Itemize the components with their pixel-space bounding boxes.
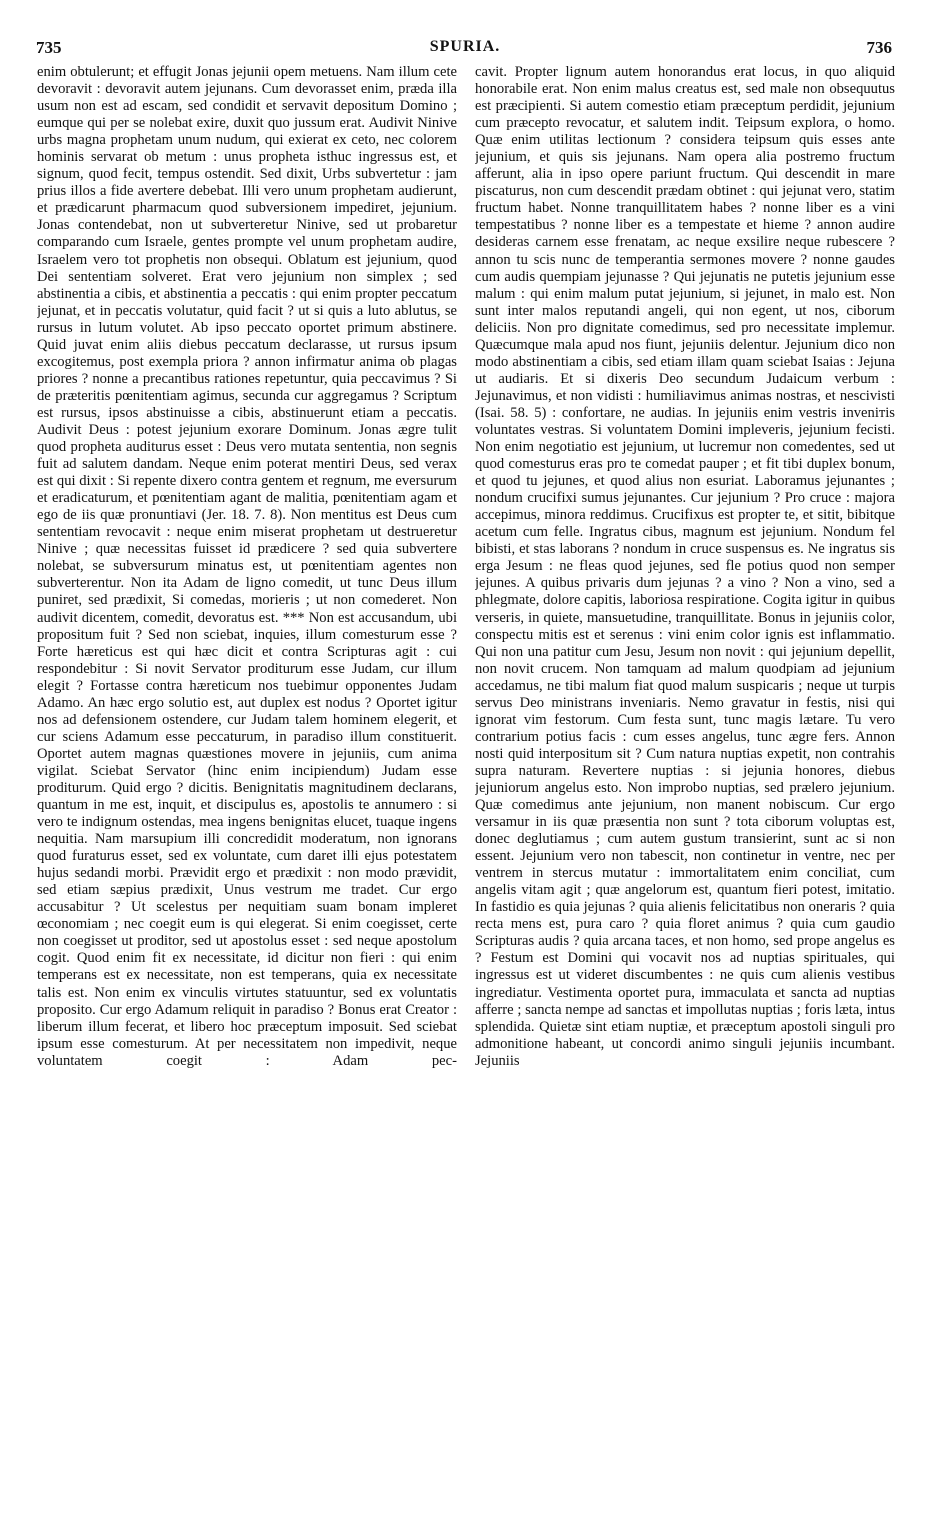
column-text: enim obtulerunt; et effugit Jonas jejunii opem metuens. Nam illum cete devoravit : devoravit autem jejunans. Cum devorasset enim, præda illa usum non est ad escam, sed condidit et servavit depositum Domino ; eumque qui per se nolebat exire, duxit quo jussum erat. Audivit Ninive urbs magna prophetam unum nudum, qui exierat ex ceto, nec colorem hominis servarat ob metum : unus propheta isthuc ingressus est, et signum, quod fecit, tempus ostendit. Sed dixit, Urbs subvertetur : jam prius illos a fide avertere debebat. Illi vero unum prophetam audierunt, et prædicarunt pharmacum quod subversionem impediret, jejunium. Jonas contendebat, non ut subverteretur Ninive, sed ut probaretur comparando cum Israele, gentes prompte vel unum prophetam audire, Israelem vero tot prophetis non obsequi. Oblatum est jejunium, quod Dei sententiam solveret. Erat vero jejunium non simplex ; sed abstinentia a cibis, et abstinentia a peccatis : qui enim propter peccatum jejunat, et in peccatis volutatur, quid facit ? ut si quis a luto ablutus, se rursus in lutum volutet. Ab ipso peccato oportet primum abstinere. Quid juvat enim aliis diebus peccatum declarasse, ut rursus ipsum excogitemus, post exempla priora ? annon infirmatur anima ob plagas priores ? nonne a precantibus rationes repetuntur, quia peccavimus ? Si de præteritis pœnitentiam agimus, secunda cur aggregamus ? Scriptum est rursus, ipsos abstinuisse a cibis, abstinuerunt etiam a peccatis. Audivit Deus : potest jejunium exorare Dominum. Jonas ægre tulit quod propheta auditurus esset : Deus vero mutata sententia, non segnis fuit ad salutem dandam. Neque enim poterat mentiri Deus, sed verax est qui dixit : Si repente dixero contra gentem et regnum, me eversurum et eradicaturum, et pœnitentiam agant de malitia, pœnitentiam agam et ego de iis quæ pronuntiavi (Jer. 18. 7. 8). Non mentitus est Deus cum sententiam revocavit : neque enim miserat prophetam ut destrueretur Ninive ; quæ necessitas fuisset id prædicere ? sed quia subvertere nolebat, se subversurum minatus est, ut pœnitentiam agentes non subverterentur. Non ita Adam de ligno comedit, ut tunc Deus illum puniret, sed prædixit, Si comedas, morieris ; ut non comederet. Non audivit dicentem, comedit, devoratus est. *** Non est accusandum, ubi propositum fuit ? Sed non sciebat, inquies, illum comesturum esse ? Forte hæreticus est qui hæc dicit et contra Scripturas agit : cui respondebitur : Si novit Servator proditurum esse Judam, cur illum elegit ? Fortasse contra hæreticum nos tuebimur opponentes Judam Adamo. An hæc ergo solutio est, aut duplex est nodus ? Oportet igitur nos ad defensionem ostendere, cur Judam talem hominem elegerit, et cur sciens Adamum esse peccaturum, in paradiso illum constituerit. Oportet autem magnas quæstiones movere in jejuniis, cum anima vigilat. Sciebat Servator (hinc enim incipiendum) Judam esse proditurum. Quid ergo ? dicitis. Benignitatis magnitudinem declarans, quantum in me est, inquit, et discipulus es, apostolis te annumero : si vero te indignum ostendas, mea ingens benignitas elucet, tuaque ingens nequitia. Nam marsupium illi concredidit moderatum, non ignorans quod furaturus esset, sed ex voluntate, cum daret illi ejus potestatem hujus sedandi morbi. Prævidit ergo et prædixit : non modo prævidit, sed etiam sæpius prædixit, Unus vestrum me tradet. Cur ergo accusabitur ? Ut scelestus per nequitiam suam bonam impleret œconomiam ; nec coegit eum is qui elegerat. Si enim coegisset, certe non coegisset ut proditor, sed ut apostolus esset : sed neque apostolum cogit. Quod enim fit ex necessitate, id dicitur non fieri : qui enim temperans est ex necessitate, non est temperans, quia ex necessitate talis est. Non enim ex vinculis virtutes statuuntur, sed ex voluntatis proposito. Cur ergo Adamum reliquit in paradiso ? Bonus erat Creator : liberum illum fecerat, et libero hoc præceptum imposuit. Sed sciebat ipsum esse comesturum. At per necessitatem non impedivit, neque voluntatem coegit : Adam pec-: [37, 64, 457, 1069]
page-number-right: 736: [866, 38, 892, 57]
column-text: cavit. Propter lignum autem honorandus erat locus, in quo aliquid honorabile erat. Non enim malus creatus est, sed male non obsequutus est præcipienti. Si autem comestio etiam præceptum perdidit, jejunium cum præcepto revocatur, et salutem indit. Teipsum explora, o homo. Quæ enim utilitas lectionum ? considera teipsum quis esses ante jejunium, et quis sis jejunans. Nam opera alia postremo fructum afferunt, alia in ipso opere pariunt fructum. Qui descendit in mare piscaturus, non cum descendit prædam obtinet : qui jejunat vero, statim fructum habet. Nonne tranquillitatem habes ? nonne liber es a vini tempestatibus ? nonne liber es a tempestate et hieme ? annon audire desideras carnem esse frenatam, ac neque exsilire neque rubescere ? annon tu scis nunc de temperantia sermones movere ? nonne gaudes cum audis quempiam jejunasse ? Qui jejunatis ne putetis jejunium esse malum : qui enim malum putat jejunium, si jejunet, in malo est. Non sunt inter malos reputandi angeli, qui non egent, ut nos, ciborum deliciis. Non pro dignitate comedimus, sed pro necessitate implemur. Quæcumque mala apud nos fiunt, jejuniis delentur. Jejunium dico non modo abstinentiam a cibis, sed etiam illam quam sciebat Isaias : Jejuna ut audiaris. Et si dixeris Deo secundum Judaicum verbum : Jejunavimus, et non vidisti : humiliavimus animas nostras, et nescivisti (Isai. 58. 5) : confortare, ne audias. In jejuniis enim vestris inveniтis voluntates vestras. Si voluntatem Domini impleveris, jejunium fecisti. Non enim negotiatio est jejunium, ut lucremur non comedentes, sed ut quod comesturus eras pro te comedat pauper ; et fit tibi duplex bonum, et quod tu jejunes, et quod alius non esuriat. Laboramus jejunantes ; nondum crucifixi sumus jejunantes. Cur jejunium ? Pro cruce : majora accepimus, minora reddimus. Crucifixus est propter te, et sitit, bibitque acetum cum felle. Ingratus cibus, magnum est jejunium. Nondum fel bibisti, et stas laborans ? nondum in cruce suspensus es. Ne ingratus sis erga Jesum : ne fleas quod jejunes, sed fle potius quod non semper jejunes. A quibus privaris dum jejunas ? a vino ? Non a vino, sed a phlegmate, dolore capitis, laboriosa respiratione. Cogita igitur in quibus verseris, in quiete, mansuetudine, tranquillitate. Bonus in jejuniis color, conspectu mitis est et serenus : vini enim color ignis est inflammatio. Qui non una patitur cum Jesu, Jesum non novit : qui jejunium depellit, non novit crucem. Non tamquam ad malum quodpiam ad jejunium accedamus, ne tibi malum fiat quod malum suspicaris ; neque ut turpis servus Deo ministrans inveniaris. Nemo gravatur in festis, nisi qui ignorat vim festorum. Cum festa sunt, tunc magis lætare. Tu vero contrarium potius facis : cum esses angelus, tunc ægre fers. Annon nosti quid interpositum sit ? Cum natura nuptias expetit, non contrahis supra naturam. Revertere nuptias : si jejunia honores, diebus jejuniorum angelus esto. Non improbo nuptias, sed prælero jejunium. Quæ comedimus ante jejunium, non manent nobiscum. Cur ergo versamur in iis quæ præsentia non sunt ? tota ciborum voluptas est, donec deglutiamus ; cum autem gustum transierint, sunt ac si non essent. Jejunium vero non tabescit, non continetur in ventre, nec per ventrem in stercus mutatur : immortalitatem enim conciliat, cum angelis vitam agit ; quæ angelorum est, quantum fieri potest, imitatio. In fastidio es quia jejunas ? quia alienis felicitatibus non oneraris ? quia recta mens est, pura caro ? quia floret animus ? quia cum gaudio Scripturas audis ? quia arcana taces, et non homo, sed prope angelus es ? Festum est Domini qui vocavit nos ad nuptias spirituales, qui ingressus est ut videret discumbentes : ne quis cum alienis vestibus ingrediatur. Vestimenta oportet pura, immaculata et sancta ad nuptias afferre ; sancta nempe ad sanctas et impollutas nuptias ; foris læta, intus splendida. Quietæ sint etiam nuptiæ, et præceptum apostoli singuli pro admonitione habeant, ut concordi animo singuli jejuniis incumbant. Jejuniis: [475, 64, 895, 1069]
text-column-left: [37, 64, 457, 1526]
page-header: [0, 0, 930, 60]
text-column-right: [475, 64, 895, 1526]
page-number-left: 735: [36, 38, 62, 57]
running-title: SPURIA.: [429, 38, 501, 55]
